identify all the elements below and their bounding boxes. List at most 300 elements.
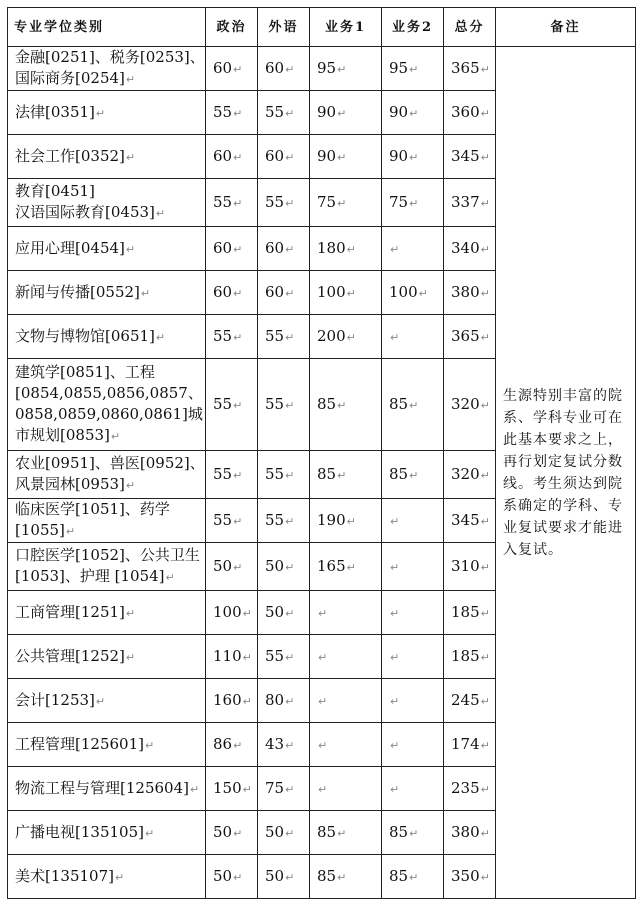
- paragraph-mark-icon: ↵: [285, 560, 295, 574]
- cell-subject2: [382, 767, 444, 811]
- paragraph-mark-icon: ↵: [318, 782, 328, 796]
- paragraph-mark-icon: ↵: [114, 870, 125, 884]
- paragraph-mark-icon: ↵: [480, 286, 490, 300]
- paragraph-mark-icon: ↵: [233, 826, 243, 840]
- cell-text: 85: [389, 866, 409, 885]
- cell-subject2: [382, 723, 444, 767]
- paragraph-mark-icon: ↵: [346, 286, 356, 300]
- cell-subject2: [382, 179, 444, 227]
- cell-text: 95: [317, 58, 337, 77]
- cell-text: 95: [389, 58, 409, 77]
- paragraph-mark-icon: ↵: [409, 468, 419, 482]
- cell-text: 50: [213, 822, 233, 841]
- paragraph-mark-icon: ↵: [480, 560, 490, 574]
- cell-text: 337: [451, 192, 480, 211]
- paragraph-mark-icon: ↵: [285, 286, 295, 300]
- paragraph-mark-icon: ↵: [233, 242, 243, 256]
- paragraph-mark-icon: ↵: [233, 514, 243, 528]
- cell-total: [444, 811, 496, 855]
- paragraph-mark-icon: ↵: [418, 286, 428, 300]
- cell-category: [8, 47, 206, 91]
- cell-category: [8, 451, 206, 499]
- cell-text: 160: [213, 690, 242, 709]
- paragraph-mark-icon: ↵: [409, 196, 419, 210]
- cell-text: 55: [213, 464, 233, 483]
- cell-text: 85: [389, 464, 409, 483]
- paragraph-mark-icon: ↵: [480, 514, 490, 528]
- cell-text: 50: [265, 556, 285, 575]
- paragraph-mark-icon: ↵: [409, 106, 419, 120]
- paragraph-mark-icon: ↵: [285, 330, 295, 344]
- cell-subject2: [382, 47, 444, 91]
- cell-language: [258, 47, 310, 91]
- paragraph-mark-icon: ↵: [318, 606, 328, 620]
- cell-subject2: [382, 635, 444, 679]
- cell-total: [444, 91, 496, 135]
- cell-text: 75: [389, 192, 409, 211]
- cell-subject2: [382, 271, 444, 315]
- paragraph-mark-icon: ↵: [125, 242, 136, 256]
- paragraph-mark-icon: ↵: [144, 738, 155, 752]
- cell-text: 245: [451, 690, 480, 709]
- paragraph-mark-icon: ↵: [346, 330, 356, 344]
- paragraph-mark-icon: ↵: [65, 525, 76, 538]
- paragraph-mark-icon: ↵: [337, 150, 347, 164]
- cell-total: [444, 723, 496, 767]
- cell-text: 85: [317, 822, 337, 841]
- paragraph-mark-icon: ↵: [144, 826, 155, 840]
- paragraph-mark-icon: ↵: [233, 106, 243, 120]
- header-row: [8, 8, 636, 47]
- cell-total: [444, 855, 496, 899]
- score-requirements-table: [7, 7, 636, 899]
- cell-text: 165: [317, 556, 346, 575]
- paragraph-mark-icon: ↵: [233, 560, 243, 574]
- paragraph-mark-icon: ↵: [242, 650, 252, 664]
- cell-text: 200: [317, 326, 346, 345]
- cell-subject1: [310, 179, 382, 227]
- paragraph-mark-icon: ↵: [165, 571, 175, 584]
- cell-text: 85: [389, 822, 409, 841]
- cell-text: 365: [451, 326, 480, 345]
- cell-politics: [206, 315, 258, 359]
- paragraph-mark-icon: ↵: [390, 738, 400, 752]
- cell-text: 农业[0951]、兽医[0952]、风景园林[0953]: [15, 454, 205, 493]
- paragraph-mark-icon: ↵: [480, 242, 490, 256]
- cell-text: 新闻与传播[0552]: [15, 282, 140, 301]
- cell-text: 345: [451, 510, 480, 529]
- paragraph-mark-icon: ↵: [318, 650, 328, 664]
- cell-text: 临床医学[1051]、药学[1055]: [15, 500, 170, 539]
- cell-text: 235: [451, 778, 480, 797]
- cell-language: [258, 543, 310, 591]
- header-cell-politics: 政治: [206, 8, 258, 47]
- cell-text: 60: [265, 146, 285, 165]
- cell-text: 55: [213, 192, 233, 211]
- paragraph-mark-icon: ↵: [480, 196, 490, 210]
- cell-total: [444, 543, 496, 591]
- paragraph-mark-icon: ↵: [285, 242, 295, 256]
- header-cell-remark: 备注: [496, 8, 636, 47]
- remark-cell: [496, 47, 636, 899]
- cell-text: 365: [451, 58, 480, 77]
- cell-text: 美术[135107]: [15, 866, 114, 885]
- paragraph-mark-icon: ↵: [285, 870, 295, 884]
- cell-politics: [206, 635, 258, 679]
- cell-text: 55: [265, 102, 285, 121]
- paragraph-mark-icon: ↵: [480, 650, 490, 664]
- header-cell-total: 总分: [444, 8, 496, 47]
- cell-text: 60: [213, 282, 233, 301]
- cell-total: [444, 135, 496, 179]
- header-cell-subject1: 业务1: [310, 8, 382, 47]
- cell-total: [444, 767, 496, 811]
- paragraph-mark-icon: ↵: [125, 73, 136, 86]
- cell-subject2: [382, 451, 444, 499]
- paragraph-mark-icon: ↵: [285, 62, 295, 76]
- cell-text: 60: [265, 58, 285, 77]
- paragraph-mark-icon: ↵: [480, 62, 490, 76]
- cell-text: 75: [265, 778, 285, 797]
- paragraph-mark-icon: ↵: [233, 398, 243, 412]
- cell-text: 应用心理[0454]: [15, 238, 125, 257]
- cell-politics: [206, 723, 258, 767]
- cell-text: 85: [317, 866, 337, 885]
- table-row: [8, 47, 636, 91]
- cell-language: [258, 359, 310, 451]
- cell-politics: [206, 179, 258, 227]
- cell-text: 50: [265, 602, 285, 621]
- cell-category: [8, 679, 206, 723]
- cell-language: [258, 91, 310, 135]
- cell-language: [258, 451, 310, 499]
- cell-text: 50: [213, 556, 233, 575]
- paragraph-mark-icon: ↵: [409, 150, 419, 164]
- cell-text: 55: [265, 646, 285, 665]
- paragraph-mark-icon: ↵: [233, 738, 243, 752]
- cell-text: 50: [265, 866, 285, 885]
- paragraph-mark-icon: ↵: [285, 106, 295, 120]
- paragraph-mark-icon: ↵: [125, 606, 136, 620]
- cell-politics: [206, 855, 258, 899]
- cell-text: 口腔医学[1052]、公共卫生 [1053]、护理 [1054]: [15, 546, 200, 585]
- cell-text: 法律[0351]: [15, 102, 95, 121]
- cell-subject1: [310, 499, 382, 543]
- cell-total: [444, 271, 496, 315]
- cell-subject1: [310, 767, 382, 811]
- cell-total: [444, 679, 496, 723]
- cell-text: 汉语国际教育[0453]: [15, 203, 155, 221]
- cell-subject2: [382, 227, 444, 271]
- cell-text: 50: [265, 822, 285, 841]
- cell-text: 60: [213, 146, 233, 165]
- cell-text: 185: [451, 602, 480, 621]
- paragraph-mark-icon: ↵: [242, 606, 252, 620]
- paragraph-mark-icon: ↵: [337, 106, 347, 120]
- cell-category: [8, 179, 206, 227]
- cell-subject1: [310, 91, 382, 135]
- paragraph-mark-icon: ↵: [233, 870, 243, 884]
- header-cell-language: 外语: [258, 8, 310, 47]
- cell-text: 75: [317, 192, 337, 211]
- cell-text: 85: [389, 394, 409, 413]
- cell-politics: [206, 271, 258, 315]
- cell-text: 85: [317, 394, 337, 413]
- cell-text: 90: [317, 102, 337, 121]
- cell-text: 物流工程与管理[125604]: [15, 778, 189, 797]
- cell-text: 55: [265, 326, 285, 345]
- cell-text: 380: [451, 822, 480, 841]
- paragraph-mark-icon: ↵: [480, 330, 490, 344]
- cell-politics: [206, 359, 258, 451]
- paragraph-mark-icon: ↵: [390, 330, 400, 344]
- cell-subject1: [310, 315, 382, 359]
- cell-total: [444, 451, 496, 499]
- cell-language: [258, 635, 310, 679]
- paragraph-mark-icon: ↵: [233, 62, 243, 76]
- cell-category: [8, 227, 206, 271]
- cell-text: 185: [451, 646, 480, 665]
- paragraph-mark-icon: ↵: [242, 782, 252, 796]
- cell-subject2: [382, 135, 444, 179]
- cell-politics: [206, 227, 258, 271]
- cell-total: [444, 47, 496, 91]
- paragraph-mark-icon: ↵: [242, 694, 252, 708]
- cell-text: 55: [265, 394, 285, 413]
- paragraph-mark-icon: ↵: [480, 738, 490, 752]
- cell-text: 广播电视[135105]: [15, 822, 144, 841]
- paragraph-mark-icon: ↵: [346, 514, 356, 528]
- cell-text: 55: [265, 192, 285, 211]
- cell-category: [8, 271, 206, 315]
- paragraph-mark-icon: ↵: [480, 782, 490, 796]
- cell-subject1: [310, 811, 382, 855]
- cell-total: [444, 227, 496, 271]
- cell-text: 工程管理[125601]: [15, 734, 144, 753]
- cell-language: [258, 227, 310, 271]
- cell-subject1: [310, 135, 382, 179]
- cell-category: [8, 767, 206, 811]
- cell-text: 320: [451, 394, 480, 413]
- paragraph-mark-icon: ↵: [95, 694, 106, 708]
- cell-politics: [206, 679, 258, 723]
- paragraph-mark-icon: ↵: [318, 694, 328, 708]
- paragraph-mark-icon: ↵: [337, 870, 347, 884]
- cell-politics: [206, 91, 258, 135]
- cell-text: 60: [265, 238, 285, 257]
- paragraph-mark-icon: ↵: [125, 479, 136, 492]
- cell-subject2: [382, 499, 444, 543]
- cell-text: 100: [213, 602, 242, 621]
- cell-language: [258, 591, 310, 635]
- cell-text: 工商管理[1251]: [15, 602, 125, 621]
- cell-text: 174: [451, 734, 480, 753]
- cell-language: [258, 811, 310, 855]
- paragraph-mark-icon: ↵: [233, 286, 243, 300]
- paragraph-mark-icon: ↵: [233, 330, 243, 344]
- cell-text: 90: [317, 146, 337, 165]
- paragraph-mark-icon: ↵: [155, 207, 166, 220]
- paragraph-mark-icon: ↵: [189, 782, 200, 796]
- paragraph-mark-icon: ↵: [285, 514, 295, 528]
- cell-text: 50: [213, 866, 233, 885]
- paragraph-mark-icon: ↵: [337, 398, 347, 412]
- cell-text: 教育[0451]: [15, 182, 95, 200]
- paragraph-mark-icon: ↵: [409, 62, 419, 76]
- paragraph-mark-icon: ↵: [233, 196, 243, 210]
- paragraph-mark-icon: ↵: [480, 468, 490, 482]
- cell-subject2: [382, 591, 444, 635]
- cell-total: [444, 635, 496, 679]
- paragraph-mark-icon: ↵: [480, 870, 490, 884]
- paragraph-mark-icon: ↵: [480, 694, 490, 708]
- cell-text: 100: [389, 282, 418, 301]
- cell-text: 55: [213, 102, 233, 121]
- cell-text: 190: [317, 510, 346, 529]
- paragraph-mark-icon: ↵: [285, 196, 295, 210]
- cell-subject1: [310, 591, 382, 635]
- paragraph-mark-icon: ↵: [285, 606, 295, 620]
- cell-language: [258, 135, 310, 179]
- cell-subject2: [382, 315, 444, 359]
- paragraph-mark-icon: ↵: [285, 826, 295, 840]
- cell-language: [258, 271, 310, 315]
- paragraph-mark-icon: ↵: [318, 738, 328, 752]
- cell-text: 85: [317, 464, 337, 483]
- cell-category: [8, 135, 206, 179]
- cell-subject1: [310, 271, 382, 315]
- cell-politics: [206, 591, 258, 635]
- cell-category: [8, 315, 206, 359]
- cell-text: 55: [265, 464, 285, 483]
- cell-politics: [206, 47, 258, 91]
- table-body: [8, 47, 636, 899]
- cell-subject1: [310, 451, 382, 499]
- cell-language: [258, 315, 310, 359]
- cell-total: [444, 499, 496, 543]
- paragraph-mark-icon: ↵: [390, 514, 400, 528]
- cell-text: 会计[1253]: [15, 690, 95, 709]
- cell-category: [8, 499, 206, 543]
- cell-text: 380: [451, 282, 480, 301]
- cell-language: [258, 767, 310, 811]
- cell-subject1: [310, 359, 382, 451]
- cell-category: [8, 855, 206, 899]
- cell-subject1: [310, 47, 382, 91]
- header-cell-category: 专业学位类别: [8, 8, 206, 47]
- cell-text: 60: [213, 238, 233, 257]
- paragraph-mark-icon: ↵: [337, 196, 347, 210]
- cell-text: 100: [317, 282, 346, 301]
- cell-category: [8, 91, 206, 135]
- cell-subject2: [382, 679, 444, 723]
- header-cell-subject2: 业务2: [382, 8, 444, 47]
- cell-text: 55: [213, 326, 233, 345]
- cell-category: [8, 359, 206, 451]
- cell-total: [444, 315, 496, 359]
- cell-text: 55: [265, 510, 285, 529]
- cell-text: 340: [451, 238, 480, 257]
- cell-text: 110: [213, 646, 242, 665]
- paragraph-mark-icon: ↵: [140, 286, 151, 300]
- cell-subject2: [382, 543, 444, 591]
- cell-text: 90: [389, 146, 409, 165]
- paragraph-mark-icon: ↵: [480, 398, 490, 412]
- cell-text: 360: [451, 102, 480, 121]
- cell-total: [444, 591, 496, 635]
- cell-subject1: [310, 679, 382, 723]
- cell-politics: [206, 543, 258, 591]
- paragraph-mark-icon: ↵: [110, 430, 121, 443]
- cell-text: 80: [265, 690, 285, 709]
- cell-text: 150: [213, 778, 242, 797]
- paragraph-mark-icon: ↵: [285, 782, 295, 796]
- cell-language: [258, 499, 310, 543]
- cell-text: 310: [451, 556, 480, 575]
- paragraph-mark-icon: ↵: [409, 870, 419, 884]
- cell-text: 60: [265, 282, 285, 301]
- cell-category: [8, 723, 206, 767]
- paragraph-mark-icon: ↵: [346, 560, 356, 574]
- paragraph-mark-icon: ↵: [346, 242, 356, 256]
- cell-language: [258, 723, 310, 767]
- cell-subject1: [310, 635, 382, 679]
- cell-text: 180: [317, 238, 346, 257]
- paragraph-mark-icon: ↵: [155, 330, 166, 344]
- cell-text: 55: [213, 394, 233, 413]
- paragraph-mark-icon: ↵: [390, 650, 400, 664]
- paragraph-mark-icon: ↵: [285, 694, 295, 708]
- cell-text: 55: [213, 510, 233, 529]
- cell-text: 金融[0251]、税务[0253]、国际商务[0254]: [15, 48, 205, 87]
- cell-subject2: [382, 91, 444, 135]
- paragraph-mark-icon: ↵: [233, 468, 243, 482]
- cell-subject1: [310, 855, 382, 899]
- cell-category: [8, 543, 206, 591]
- cell-category: [8, 591, 206, 635]
- remark-text: 生源特别丰富的院系、学科专业可在此基本要求之上，再行划定复试分数线。考生须达到院系确定的学科、专业复试要求才能进入复试。: [503, 387, 623, 558]
- cell-politics: [206, 499, 258, 543]
- cell-text: 社会工作[0352]: [15, 146, 125, 165]
- cell-politics: [206, 767, 258, 811]
- cell-language: [258, 179, 310, 227]
- cell-text: 文物与博物馆[0651]: [15, 326, 155, 345]
- cell-subject1: [310, 227, 382, 271]
- paragraph-mark-icon: ↵: [337, 62, 347, 76]
- paragraph-mark-icon: ↵: [285, 738, 295, 752]
- paragraph-mark-icon: ↵: [480, 150, 490, 164]
- paragraph-mark-icon: ↵: [233, 150, 243, 164]
- cell-text: 43: [265, 734, 285, 753]
- cell-language: [258, 855, 310, 899]
- paragraph-mark-icon: ↵: [285, 650, 295, 664]
- paragraph-mark-icon: ↵: [390, 606, 400, 620]
- paragraph-mark-icon: ↵: [390, 560, 400, 574]
- cell-language: [258, 679, 310, 723]
- paragraph-mark-icon: ↵: [285, 398, 295, 412]
- cell-text: 320: [451, 464, 480, 483]
- paragraph-mark-icon: ↵: [480, 606, 490, 620]
- paragraph-mark-icon: ↵: [337, 826, 347, 840]
- cell-text: 86: [213, 734, 233, 753]
- paragraph-mark-icon: ↵: [285, 150, 295, 164]
- paragraph-mark-icon: ↵: [480, 826, 490, 840]
- paragraph-mark-icon: ↵: [285, 468, 295, 482]
- cell-text: 345: [451, 146, 480, 165]
- paragraph-mark-icon: ↵: [390, 782, 400, 796]
- cell-subject2: [382, 811, 444, 855]
- paragraph-mark-icon: ↵: [95, 106, 106, 120]
